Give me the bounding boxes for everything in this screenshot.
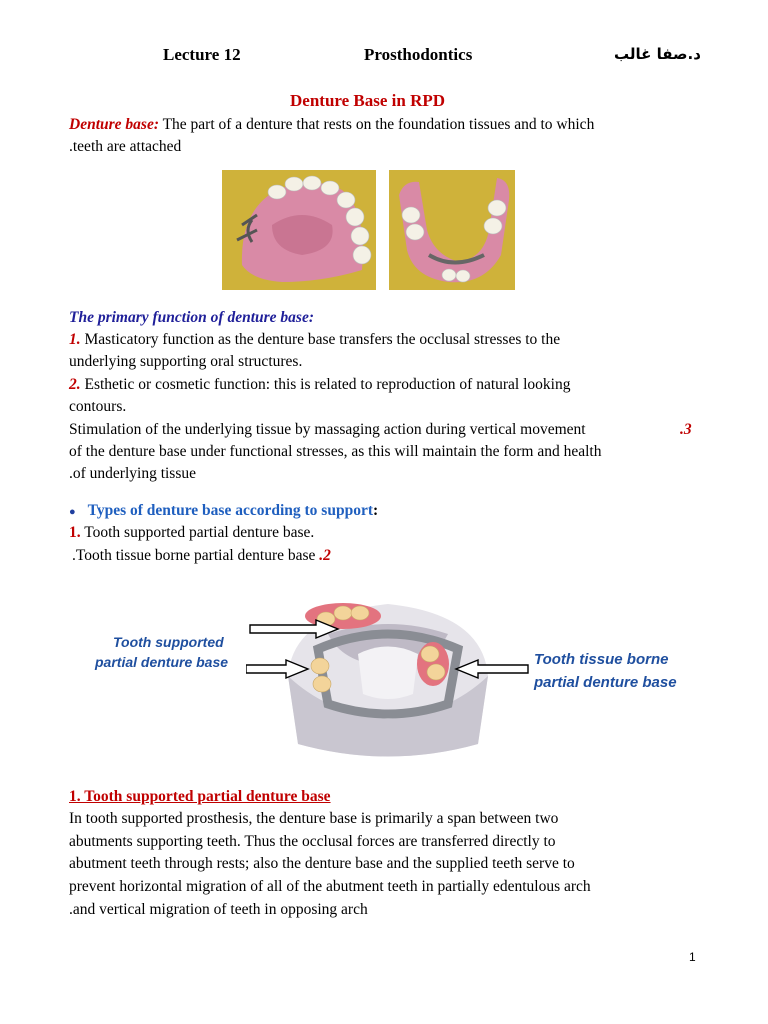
figure-arrows xyxy=(246,615,546,695)
section-1-line-4: prevent horizontal migration of all of the abutment teeth in partially edentulous arch xyxy=(69,878,591,895)
figure-left-label-line-2: partial denture base xyxy=(95,654,229,670)
function-item-3-number: .3 xyxy=(680,421,692,438)
types-item-1 xyxy=(69,522,314,545)
function-item-1-line-2: underlying supporting oral structures. xyxy=(69,353,303,370)
types-item-2 xyxy=(72,545,331,568)
arrow-top-icon xyxy=(250,620,338,638)
figure-right-label-line-2: partial denture base xyxy=(534,674,677,691)
arrow-middle-icon xyxy=(246,660,308,678)
upper-denture-photo xyxy=(222,170,376,290)
function-item-3-line-1 xyxy=(69,419,586,442)
header-lecture: Lecture 12 xyxy=(163,45,241,64)
section-1-line-1: In tooth supported prosthesis, the denture base is primarily a span between two xyxy=(69,810,559,827)
function-item-2-number: 2. xyxy=(69,376,81,393)
upper-denture-illustration xyxy=(222,170,376,290)
function-item-3-line-2: of the denture base under functional stresses, as this will maintain the form and health xyxy=(69,443,602,460)
definition-line-1 xyxy=(69,114,594,137)
section-1-line-5: .and vertical migration of teeth in opposing arch xyxy=(69,901,368,918)
types-heading: Types of denture base according to support xyxy=(87,502,373,519)
types-heading-colon: : xyxy=(372,502,379,519)
function-item-2-line-1 xyxy=(69,374,570,397)
primary-function-heading: The primary function of denture base: xyxy=(69,309,314,326)
definition-text: The part of a denture that rests on the foundation tissues and to which xyxy=(158,116,595,133)
types-heading-line xyxy=(69,500,378,524)
header-author: د.صفا غالب xyxy=(614,45,701,63)
function-item-2-text: Esthetic or cosmetic function: this is related to reproduction of natural looking xyxy=(80,376,571,393)
figure-left-label-line-1: Tooth supported xyxy=(113,634,224,650)
function-item-3-line-3: .of underlying tissue xyxy=(69,465,196,482)
function-item-1-number: 1. xyxy=(69,331,81,348)
function-item-1-line-1 xyxy=(69,329,560,352)
header-subject: Prosthodontics xyxy=(364,45,473,64)
types-item-1-number: 1. xyxy=(69,524,81,541)
section-1-line-3: abutment teeth through rests; also the denture base and the supplied teeth serve to xyxy=(69,855,575,872)
page-number: 1 xyxy=(689,950,696,964)
types-item-2-number: .2 xyxy=(319,547,331,564)
arrow-right-icon xyxy=(456,660,528,678)
section-1-line-2: abutments supporting teeth. Thus the occlusal forces are transferred directly to xyxy=(69,833,556,850)
page-title: Denture Base in RPD xyxy=(290,91,446,110)
types-item-1-text: Tooth supported partial denture base. xyxy=(80,524,315,541)
bullet-icon: ● xyxy=(69,506,76,518)
function-item-1-text: Masticatory function as the denture base transfers the occlusal stresses to the xyxy=(80,331,561,348)
figure-right-label-line-1: Tooth tissue borne xyxy=(534,651,669,668)
types-item-2-text: .Tooth tissue borne partial denture base xyxy=(72,547,320,564)
function-item-2-line-2: contours. xyxy=(69,398,127,415)
function-item-3-text: Stimulation of the underlying tissue by massaging action during vertical movement xyxy=(69,421,586,438)
lower-denture-photo xyxy=(389,170,515,290)
lower-denture-illustration xyxy=(389,170,515,290)
definition-line-2: .teeth are attached xyxy=(69,138,182,155)
definition-term: Denture base: xyxy=(69,116,159,133)
section-1-heading: 1. Tooth supported partial denture base xyxy=(69,788,331,805)
